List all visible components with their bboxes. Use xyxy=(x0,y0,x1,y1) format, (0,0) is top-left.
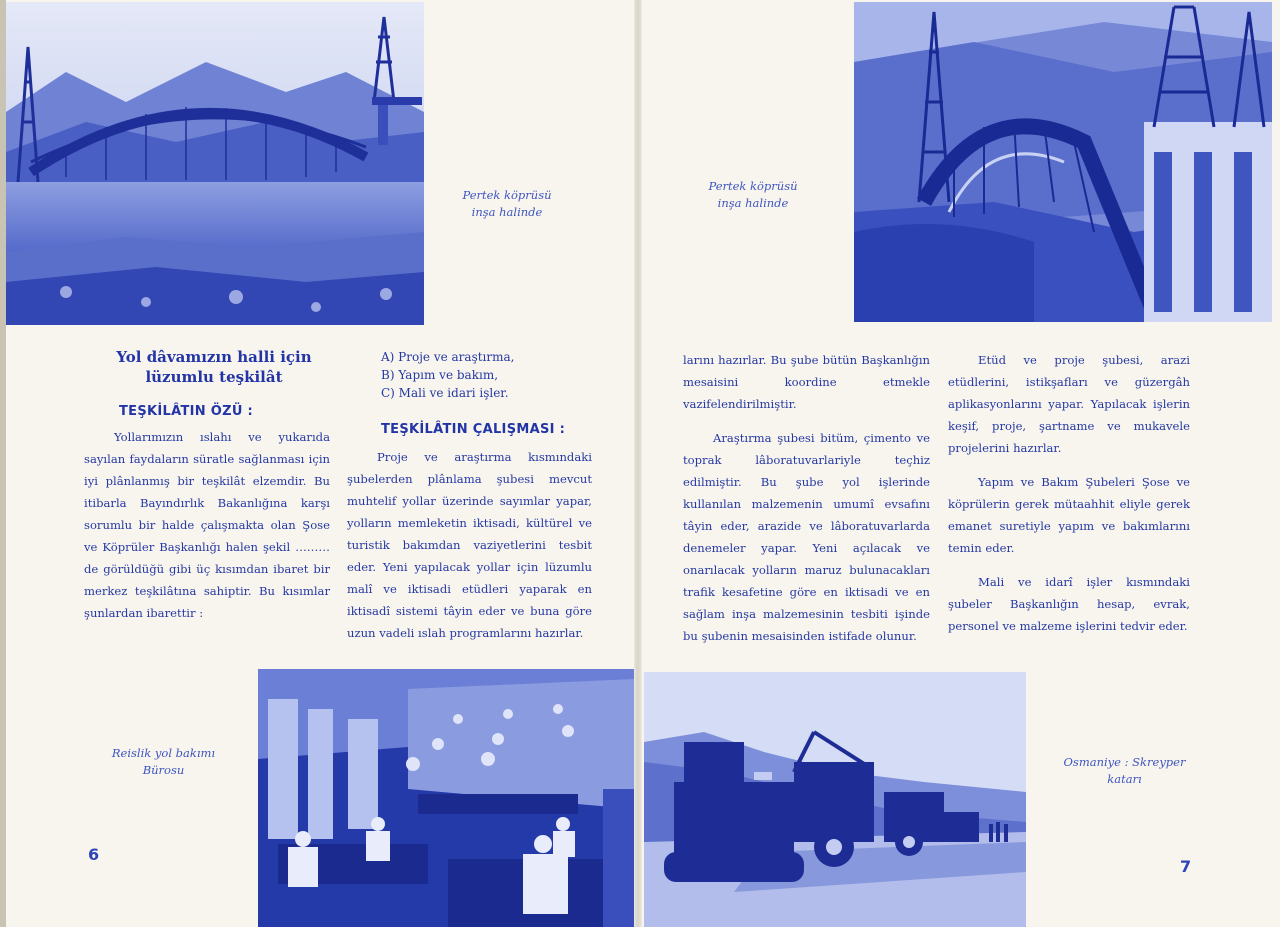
paragraph: Araştırma şubesi bitüm, çimento ve toprak lâboratuvarlariyle teçhiz edilmiştir. Bu şube yol işlerinde kullanılan malzemenin umumî evsafını tâyin eder, arazide ve lâboratuvarlarda denemeler yapar. Yeni açılacak ve onarılacak yolların maruz bulunacakları trafik kesafetine göre en iktisadi ve en sağlam inşa malzemesinin tesbiti işinde bu şubenin mesaisinden istifade olunur. xyxy=(683,431,930,643)
bridge-photo-left-image xyxy=(6,2,424,325)
section-heading xyxy=(84,347,344,387)
scraper-photo-image xyxy=(644,672,1026,927)
paragraph: Proje ve araştırma kısmındaki şubelerden plânlama şubesi mevcut muhtelif yollar üzerinde sayımlar yapar, yolların memleketin iktisadi, kültürel ve turistik bakımdan vaziyetlerini tesbit eder. Yeni yapılacak yollar için lüzumlu malî ve iktisadi etüdleri yaparak en iktisadî sistemi tâyin eder ve buna göre uzun vadeli ıslah programlarını hazırlar. xyxy=(347,450,592,640)
top-caption-left xyxy=(452,187,562,221)
bottom-caption-right xyxy=(1052,754,1197,788)
bottom-caption-left xyxy=(96,745,231,779)
paragraph: Yollarımızın ıslahı ve yukarıda sayılan faydaların süratle sağlanması için iyi plânlanmış bir teşkilât elzemdir. Bu itibarla Bayındırlık Bakanlığına karşı sorumlu bir halde çalışmakta olan Şose ve Köprüler Başkanlığı halen şekil ……… de görüldüğü gibi üç kısımdan ibaret bir merkez teşkilâtına sahiptir. Bu kısımlar şunlardan ibarettir : xyxy=(84,430,330,620)
office-photo-image xyxy=(258,669,634,927)
bridge-photo-left xyxy=(6,2,424,325)
caption-line: Osmaniye : Skreyper xyxy=(1063,755,1186,769)
middle-column-text xyxy=(347,446,592,640)
left-column-text xyxy=(84,426,330,624)
caption-line: Reislik yol bakımı xyxy=(111,746,216,760)
subheading-teskilatin-ozu: TEŞKİLÂTIN ÖZÜ : xyxy=(119,404,254,419)
office-photo xyxy=(258,669,634,927)
caption-line: inşa halinde xyxy=(471,205,543,219)
col4-text xyxy=(948,349,1190,637)
book-fold xyxy=(634,0,642,927)
caption-line: katarı xyxy=(1107,772,1142,786)
paragraph: Yapım ve Bakım Şubeleri Şose ve köprülerin gerek mütaahhit eliyle gerek emanet suretiyle yapım ve bakımlarını temin eder. xyxy=(948,475,1190,555)
list-item: B) Yapım ve bakım, xyxy=(381,368,499,382)
paragraph: Etüd ve proje şubesi, arazi etüdlerini, istikşafları ve güzergâh aplikasyonlarını yapar. Yapılacak işlerin keşif, proje, şartname ve mukavele projelerini hazırlar. xyxy=(948,353,1190,455)
subheading-teskilatin-calismasi: TEŞKİLÂTIN ÇALIŞMASI : xyxy=(381,422,566,437)
list-item: A) Proje ve araştırma, xyxy=(381,350,515,364)
caption-line: Pertek köprüsü xyxy=(462,188,552,202)
bridge-photo-right xyxy=(854,2,1272,322)
caption-line: inşa halinde xyxy=(717,196,789,210)
scraper-photo xyxy=(644,672,1026,927)
list-item: C) Mali ve idari işler. xyxy=(381,386,509,400)
heading-line: Yol dâvamızın halli için xyxy=(116,348,312,366)
col3-text xyxy=(683,349,930,647)
caption-line: Pertek köprüsü xyxy=(708,179,798,193)
caption-line: Bürosu xyxy=(142,763,185,777)
page-number-left: 6 xyxy=(88,845,100,864)
heading-line: lüzumlu teşkilât xyxy=(145,368,283,386)
page-number-right: 7 xyxy=(1180,857,1192,876)
paragraph: Mali ve idarî işler kısmındaki şubeler Başkanlığın hesap, evrak, personel ve malzeme işlerini tedvir eder. xyxy=(948,575,1190,633)
organization-list xyxy=(381,348,514,402)
bridge-photo-right-image xyxy=(854,2,1272,322)
paragraph: larını hazırlar. Bu şube bütün Başkanlığın mesaisini koordine etmekle vazifelendirilmiştir. xyxy=(683,353,930,411)
top-caption-right xyxy=(698,178,808,212)
